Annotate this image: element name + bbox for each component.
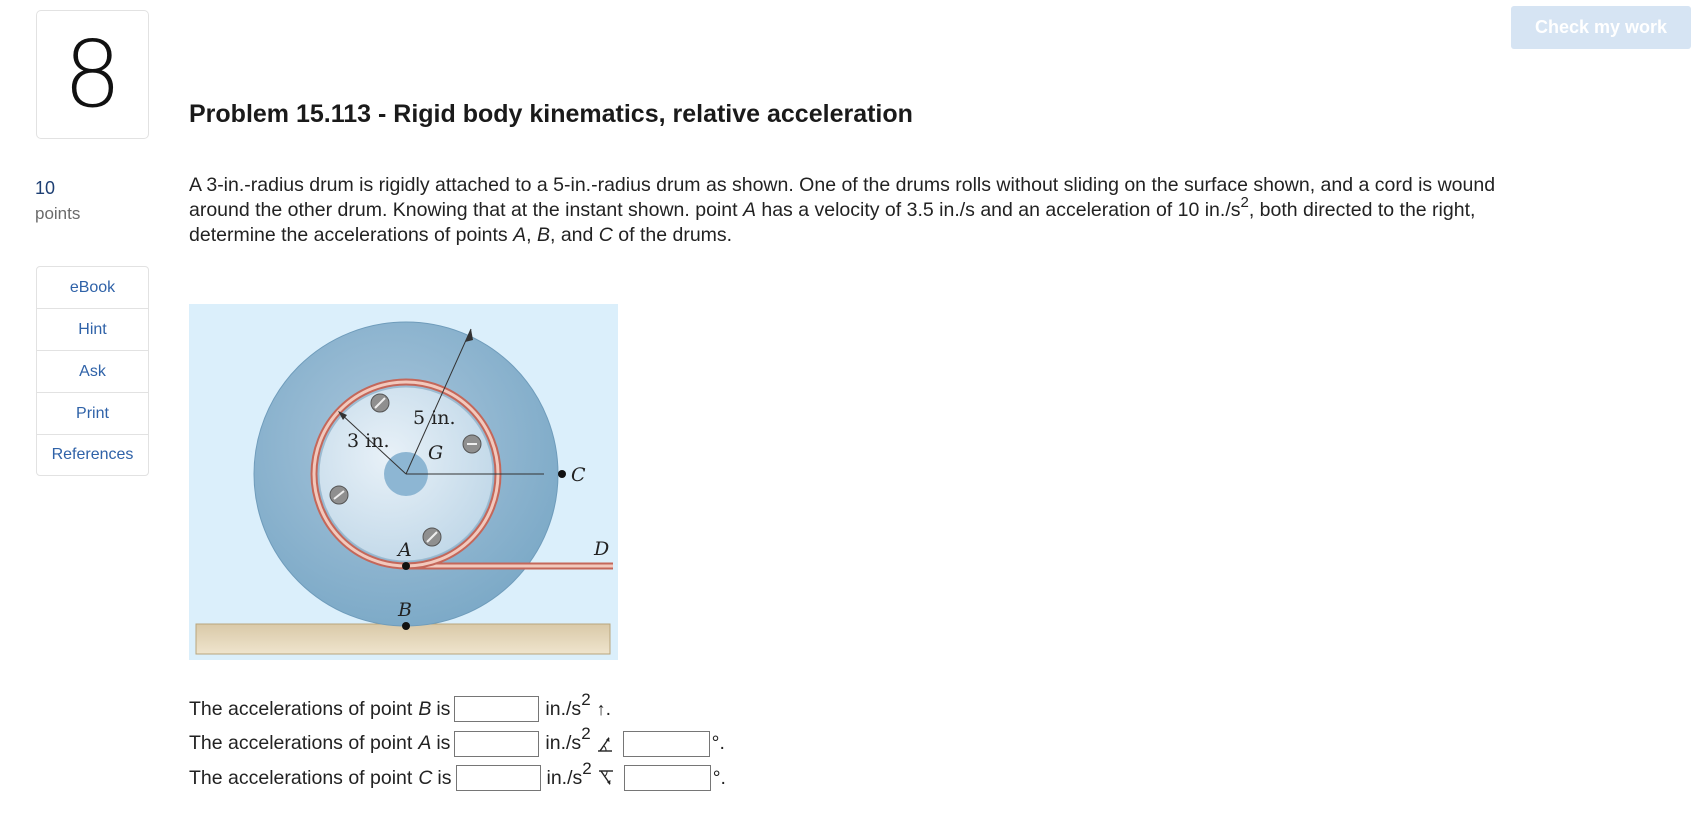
- references-link[interactable]: References: [51, 446, 134, 463]
- angle-a-input[interactable]: [623, 731, 710, 757]
- check-my-work-button[interactable]: Check my work: [1511, 6, 1691, 49]
- unit-label: [545, 689, 591, 721]
- drum-figure: [189, 304, 618, 660]
- problem-statement: [189, 173, 1519, 248]
- problem-text-2: has a velocity of 3.5 in./s and an acceleration of 10 in./s: [755, 199, 1241, 221]
- exp-ref: 2: [1240, 194, 1249, 211]
- angle-c-input[interactable]: [624, 765, 711, 791]
- answer-point-a: A: [418, 732, 432, 755]
- answer-prefix: The accelerations of point: [189, 697, 413, 720]
- answer-is: is: [437, 766, 452, 789]
- angle-up-right-icon: [597, 735, 613, 753]
- unit-label: [546, 758, 592, 790]
- problem-text-6: of the drums.: [612, 224, 733, 246]
- problem-text-5: , and: [549, 224, 599, 246]
- d-label: D: [594, 538, 610, 560]
- side-menu: [36, 266, 149, 476]
- answer-point-c: C: [418, 766, 433, 789]
- unit-text: in./s: [545, 697, 582, 720]
- inner-radius-label: 3 in.: [347, 430, 390, 452]
- up-arrow-icon: ↑: [596, 698, 606, 719]
- unit-exp: 2: [582, 758, 592, 778]
- answer-row-a: [189, 724, 726, 762]
- point-b-ref: B: [536, 224, 550, 246]
- accel-a-input[interactable]: [454, 731, 539, 757]
- answer-is: is: [436, 697, 451, 720]
- answer-row-b: [189, 689, 726, 727]
- unit-exp: 2: [581, 689, 591, 709]
- accel-c-input[interactable]: [456, 765, 541, 791]
- point-a-dot: [402, 562, 410, 570]
- degree-suffix: °.: [712, 766, 726, 789]
- answers-section: [189, 689, 726, 796]
- point-a-ref: A: [742, 199, 756, 221]
- question-number: 8: [63, 20, 122, 128]
- b-label: B: [398, 599, 412, 621]
- answer-is: is: [436, 732, 451, 755]
- answer-point-b: B: [418, 697, 432, 720]
- ebook-link[interactable]: eBook: [37, 267, 148, 309]
- question-number-box: [36, 10, 149, 139]
- unit-exp: 2: [581, 724, 591, 744]
- unit-text: in./s: [546, 766, 583, 789]
- a-label: A: [398, 539, 412, 561]
- degree-suffix: °.: [711, 732, 725, 755]
- unit-text: in./s: [545, 732, 582, 755]
- g-label: G: [428, 442, 444, 464]
- accel-b-input[interactable]: [454, 696, 539, 722]
- point-c-dot: [558, 470, 566, 478]
- c-label: C: [571, 464, 586, 486]
- points-value: 10: [35, 178, 56, 198]
- points-label: points: [35, 204, 81, 223]
- answer-period: .: [605, 697, 612, 720]
- point-c-ref: C: [598, 224, 613, 246]
- answer-prefix: The accelerations of point: [189, 766, 413, 789]
- problem-title: Problem 15.113 - Rigid body kinematics, relative acceleration: [189, 100, 913, 128]
- angle-down-right-icon: [598, 769, 614, 787]
- problem-text-3: , both directed to the right, determine the accelerations of points: [189, 199, 1476, 246]
- outer-radius-label: 5 in.: [413, 407, 456, 429]
- point-b-dot: [402, 622, 410, 630]
- answer-prefix: The accelerations of point: [189, 732, 413, 755]
- problem-text-4: ,: [526, 224, 537, 246]
- answer-row-c: [189, 758, 726, 796]
- unit-label: [545, 724, 591, 755]
- point-a-ref-2: A: [513, 224, 527, 246]
- ask-link[interactable]: Ask: [37, 351, 148, 393]
- points-panel: [35, 178, 80, 224]
- problem-text-1: A 3-in.-radius drum is rigidly attached to a 5-in.-radius drum as shown. One of the drums rolls without sliding on the surface shown, and a cord is wound around the other drum. Knowing that at the instant shown. point: [189, 174, 1496, 221]
- print-link[interactable]: Print: [37, 393, 148, 435]
- hint-link[interactable]: Hint: [37, 309, 148, 351]
